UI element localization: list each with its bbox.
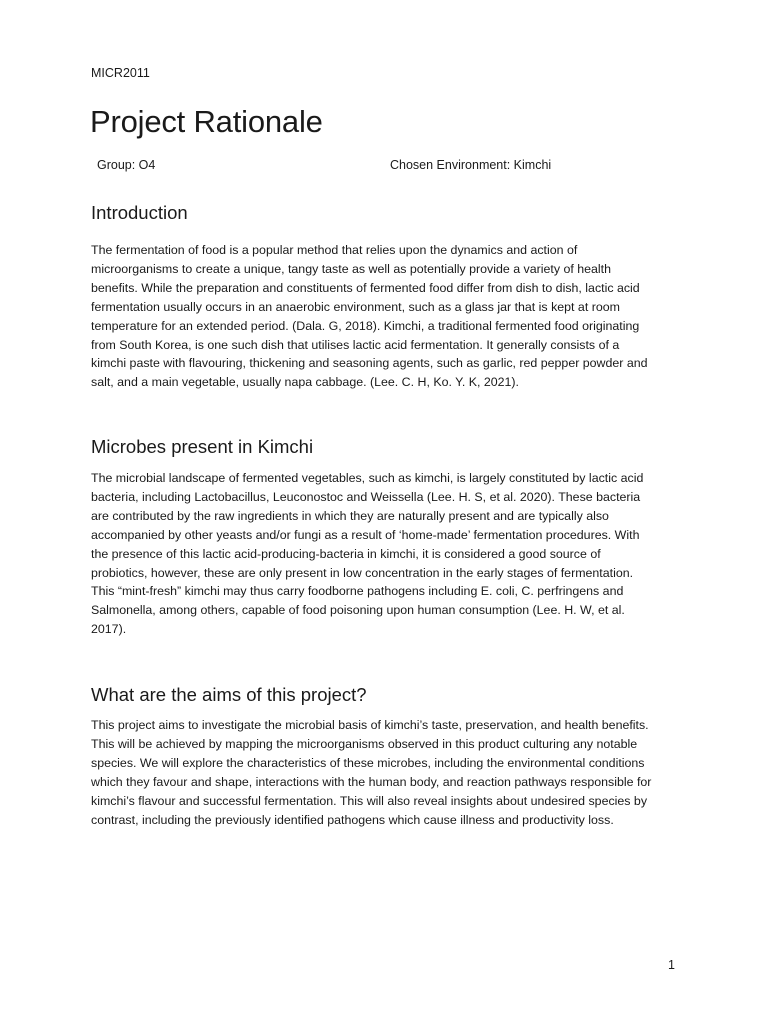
section-heading-introduction: Introduction — [91, 202, 188, 223]
group-line — [97, 158, 597, 172]
section-body-aims: This project aims to investigate the microbial basis of kimchi’s taste, preservation, and health benefits. This will be achieved by mapping the microorganisms observed in this product culturing any notable species. We will explore the characteristics of these microbes, including the environmental conditions which they favour and shape, interactions with the human body, and reaction pathways responsible for kimchi’s flavour and successful fermentation. This will also reveal insights about undesired species by contrast, including the previously identified pathogens which cause illness and productivity loss. — [91, 718, 652, 827]
chosen-environment: Chosen Environment: Kimchi — [390, 158, 552, 172]
section-heading-microbes: Microbes present in Kimchi — [91, 436, 314, 457]
section-body-microbes: The microbial landscape of fermented vegetables, such as kimchi, is largely constituted by lactic acid bacteria, including Lactobacillus, Leuconostoc and Weissella (Lee. H. S, et al. 2020). These bacteria are contributed by the raw ingredients in which they are naturally present and are typically also accompanied by other yeasts and/or fungi as a result of ‘home-made’ fermentation procedures. With the presence of this lactic acid-producing-bacteria in kimchi, it is considered a good source of probiotics, however, these are only present in low concentration in the early stages of fermentation. This “mint-fresh” kimchi may thus carry foodborne pathogens including E. coli, C. perfringens and Salmonella, among others, capable of food poisoning upon human consumption (Lee. H. W, et al. 2017). — [91, 471, 644, 637]
group-label: Group: O4 — [97, 158, 156, 172]
page-title: Project Rationale — [90, 104, 323, 139]
section-heading-aims: What are the aims of this project? — [91, 684, 367, 705]
section-body-introduction: The fermentation of food is a popular method that relies upon the dynamics and action of microorganisms to create a unique, tangy taste as well as potentially provide a variety of health benefits. While the preparation and constituents of fermented food differ from dish to dish, lactic acid fermentation usually occurs in an anaerobic environment, such as a glass jar that is kept at room temperature for an extended period. (Dala. G, 2018). Kimchi, a traditional fermented food originating from South Korea, is one such dish that utilises lactic acid fermentation. It generally consists of a kimchi paste with flavouring, thickening and seasoning agents, such as garlic, red pepper powder and salt, and a main vegetable, usually napa cabbage. (Lee. C. H, Ko. Y. K, 2021). — [91, 243, 648, 390]
page-number: 1 — [668, 958, 675, 972]
course-code: MICR2011 — [91, 66, 150, 80]
